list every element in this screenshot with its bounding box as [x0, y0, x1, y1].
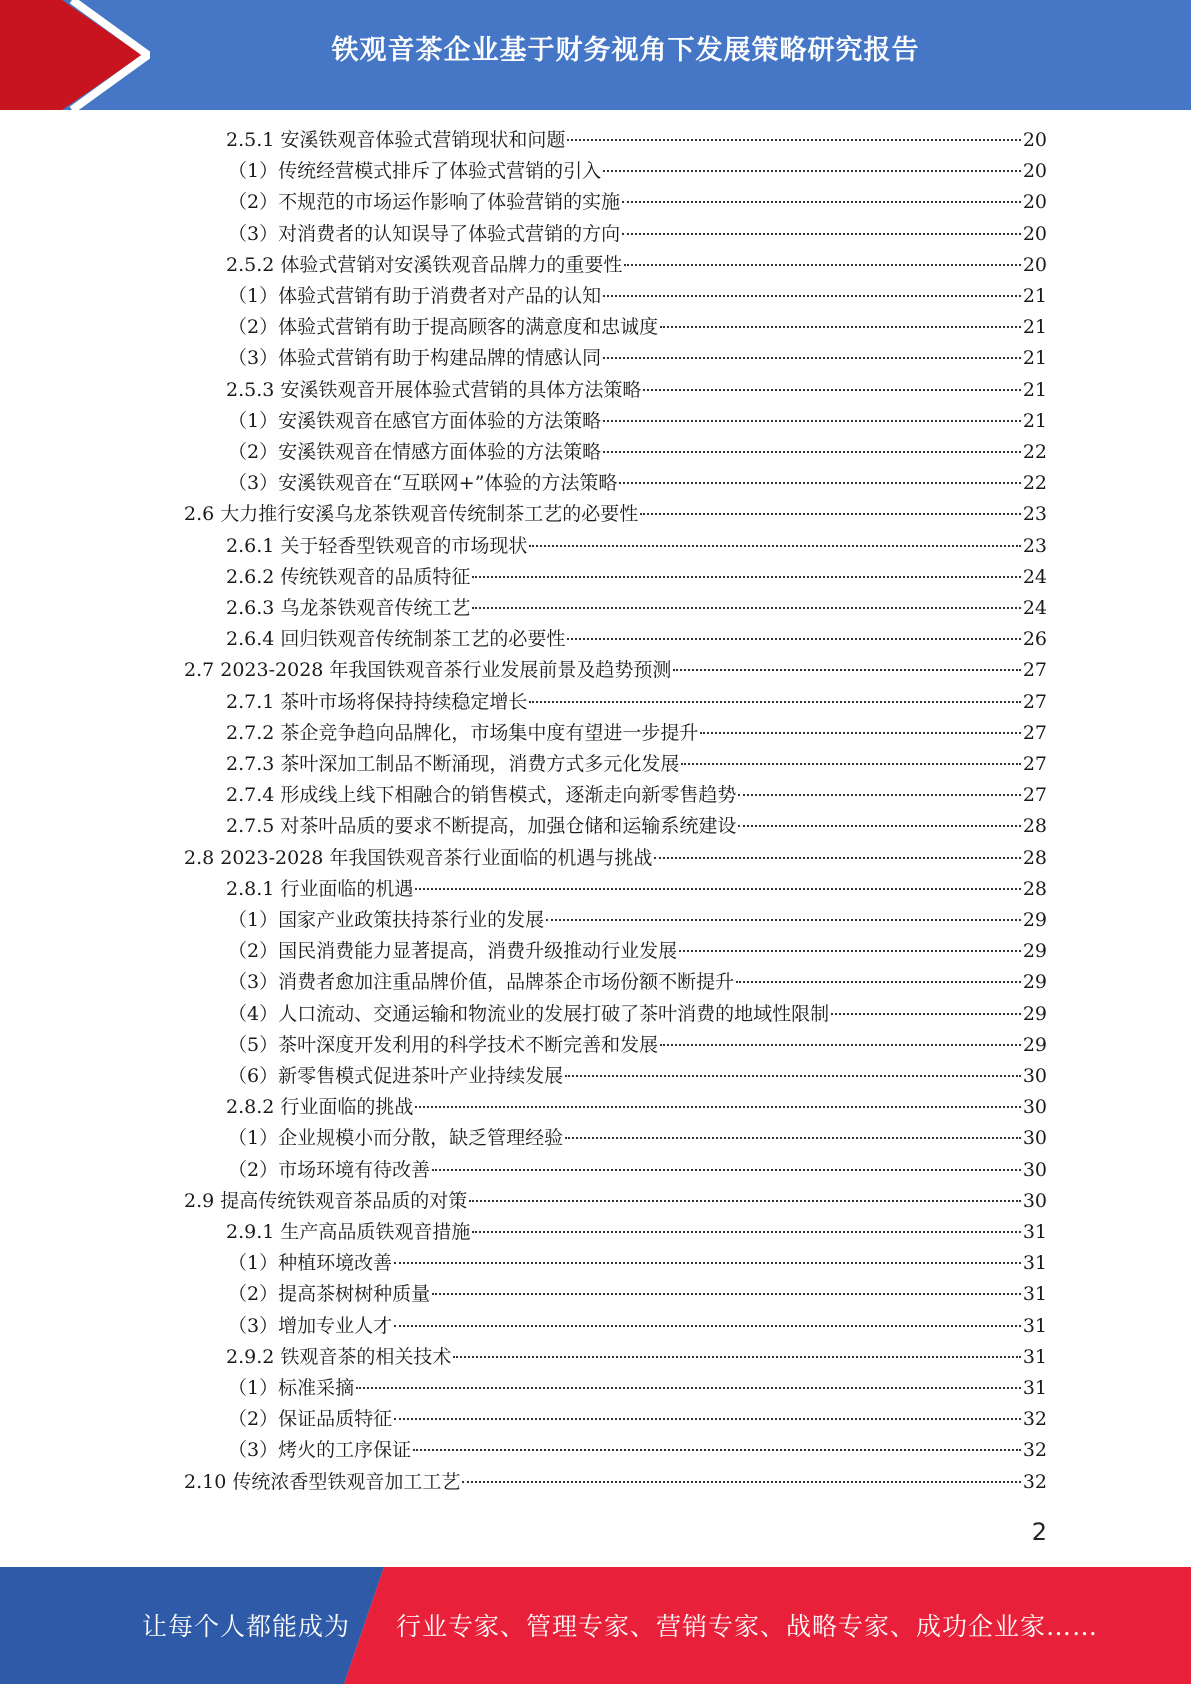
toc-entry[interactable] — [184, 1467, 1047, 1498]
toc-entry-page: 27 — [1022, 721, 1047, 744]
toc-entry-title: （1）体验式营销有助于消费者对产品的认知 — [228, 285, 602, 307]
toc-entry-title: 2.9.1 生产高品质铁观音措施 — [226, 1221, 471, 1243]
toc-entry-title: 2.6.2 传统铁观音的品质特征 — [226, 565, 471, 588]
toc-leader-dots — [619, 481, 1020, 484]
toc-leader-dots — [453, 1355, 1020, 1358]
toc-entry-title: 2.7.5 对茶叶品质的要求不断提高，加强仓储和运输系统建设 — [226, 815, 737, 838]
toc-leader-dots — [432, 1168, 1021, 1171]
toc-entry-page: 22 — [1022, 441, 1047, 463]
toc-entry-page: 32 — [1022, 1470, 1047, 1493]
toc-leader-dots — [831, 1012, 1021, 1015]
toc-entry-title: （3）增加专业人才 — [228, 1314, 393, 1337]
page-number: 2 — [1031, 1518, 1047, 1546]
toc-entry-title: （1）传统经营模式排斥了体验式营销的引入 — [228, 160, 602, 183]
toc-entry-page: 31 — [1022, 1345, 1047, 1368]
toc-entry-page: 28 — [1022, 846, 1047, 869]
toc-leader-dots — [622, 232, 1021, 235]
toc-leader-dots — [738, 793, 1020, 796]
toc-entry-title: 2.8 2023-2028 年我国铁观音茶行业面临的机遇与挑战 — [184, 846, 653, 869]
toc-entry[interactable] — [226, 718, 1047, 749]
toc-leader-dots — [546, 918, 1021, 921]
toc-entry-title: 2.7.1 茶叶市场将保持持续稳定增长 — [226, 690, 528, 713]
toc-entry[interactable] — [228, 1030, 1047, 1061]
toc-leader-dots — [640, 512, 1021, 515]
toc-entry-title: 2.6.4 回归铁观音传统制茶工艺的必要性 — [226, 628, 566, 651]
toc-entry-page: 32 — [1022, 1408, 1047, 1431]
toc-entry-page: 21 — [1022, 316, 1047, 339]
toc-leader-dots — [603, 169, 1021, 172]
toc-entry-title: 2.8.1 行业面临的机遇 — [226, 877, 414, 900]
toc-entry[interactable] — [228, 999, 1047, 1030]
toc-entry[interactable] — [226, 687, 1047, 718]
toc-entry-title: （2）提高茶树树种质量 — [228, 1283, 431, 1306]
toc-entry[interactable] — [228, 343, 1047, 374]
toc-entry-title: 2.6.1 关于轻香型铁观音的市场现状 — [226, 534, 528, 557]
toc-entry-title: 2.9.2 铁观音茶的相关技术 — [226, 1345, 452, 1368]
toc-entry[interactable] — [226, 531, 1047, 562]
toc-entry[interactable] — [228, 905, 1047, 936]
toc-entry-page: 23 — [1022, 534, 1047, 557]
toc-entry-title: （1）国家产业政策扶持茶行业的发展 — [228, 909, 545, 931]
toc-leader-dots — [415, 1105, 1020, 1108]
toc-entry[interactable] — [228, 1061, 1047, 1092]
toc-entry[interactable] — [184, 843, 1047, 874]
toc-entry-title: 2.6 大力推行安溪乌龙茶铁观音传统制茶工艺的必要性 — [184, 503, 639, 526]
toc-leader-dots — [673, 668, 1020, 671]
toc-leader-dots — [603, 419, 1021, 422]
page-title: 铁观音茶企业基于财务视角下发展策略研究报告 — [331, 35, 920, 66]
toc-entry-page: 20 — [1022, 160, 1047, 183]
toc-leader-dots — [660, 1043, 1021, 1046]
toc-entry-title: （4）人口流动、交通运输和物流业的发展打破了茶叶消费的地域性限制 — [228, 1002, 830, 1025]
toc-leader-dots — [469, 1199, 1021, 1202]
toc-entry[interactable] — [228, 437, 1047, 468]
toc-entry-page: 31 — [1022, 1283, 1047, 1306]
toc-leader-dots — [356, 1386, 1021, 1389]
toc-entry[interactable] — [228, 1123, 1047, 1154]
toc-entry[interactable] — [228, 1279, 1047, 1310]
toc-entry-title: （1）种植环境改善 — [228, 1252, 393, 1275]
toc-entry-title: 2.6.3 乌龙茶铁观音传统工艺 — [226, 597, 471, 619]
toc-entry-title: （3）体验式营销有助于构建品牌的情感认同 — [228, 347, 602, 370]
toc-entry-page: 20 — [1022, 191, 1047, 214]
toc-entry-page: 20 — [1022, 129, 1047, 151]
toc-entry-title: 2.5.1 安溪铁观音体验式营销现状和问题 — [226, 129, 566, 151]
toc-entry-page: 29 — [1022, 971, 1047, 994]
toc-entry-page: 28 — [1022, 877, 1047, 900]
toc-entry-page: 24 — [1022, 565, 1047, 588]
toc-leader-dots — [432, 1292, 1021, 1295]
toc-entry-title: 2.7 2023-2028 年我国铁观音茶行业发展前景及趋势预测 — [184, 659, 672, 682]
toc-entry-page: 21 — [1022, 409, 1047, 432]
toc-entry[interactable] — [226, 593, 1047, 624]
toc-leader-dots — [738, 824, 1020, 827]
toc-entry-page: 29 — [1022, 1002, 1047, 1025]
toc-entry-title: （2）安溪铁观音在情感方面体验的方法策略 — [228, 441, 602, 463]
toc-entry[interactable] — [228, 936, 1047, 967]
toc-leader-dots — [394, 1417, 1021, 1420]
toc-entry[interactable] — [226, 375, 1047, 406]
toc-entry-title: （2）不规范的市场运作影响了体验营销的实施 — [228, 191, 621, 214]
toc-entry-title: （1）安溪铁观音在感官方面体验的方法策略 — [228, 409, 602, 432]
toc-leader-dots — [472, 575, 1020, 578]
toc-leader-dots — [736, 980, 1021, 983]
toc-entry[interactable] — [226, 811, 1047, 842]
toc-entry-page: 27 — [1022, 659, 1047, 682]
toc-entry[interactable] — [228, 406, 1047, 437]
toc-entry-title: （3）安溪铁观音在“互联网+”体验的方法策略 — [228, 472, 618, 495]
toc-entry-page: 20 — [1022, 222, 1047, 245]
toc-leader-dots — [660, 325, 1021, 328]
toc-entry-page: 31 — [1022, 1221, 1047, 1243]
toc-entry-page: 30 — [1022, 1158, 1047, 1181]
toc-entry-page: 22 — [1022, 472, 1047, 495]
toc-entry-title: （3）烤火的工序保证 — [228, 1439, 412, 1462]
toc-leader-dots — [622, 200, 1021, 203]
toc-entry[interactable] — [228, 1435, 1047, 1466]
toc-leader-dots — [603, 356, 1021, 359]
toc-entry[interactable] — [228, 1311, 1047, 1342]
toc-leader-dots — [413, 1448, 1021, 1451]
toc-entry-page: 27 — [1022, 690, 1047, 713]
toc-entry-page: 28 — [1022, 815, 1047, 838]
toc-leader-dots — [565, 1074, 1021, 1077]
toc-entry-title: （6）新零售模式促进茶叶产业持续发展 — [228, 1065, 564, 1087]
toc-entry-title: 2.7.3 茶叶深加工制品不断涌现，消费方式多元化发展 — [226, 753, 680, 775]
toc-entry-title: 2.7.4 形成线上线下相融合的销售模式，逐渐走向新零售趋势 — [226, 784, 737, 807]
toc-entry-title: （1）标准采摘 — [228, 1377, 355, 1399]
toc-entry-page: 20 — [1022, 253, 1047, 276]
toc-entry[interactable] — [228, 1373, 1047, 1404]
toc-entry[interactable] — [228, 156, 1047, 187]
toc-leader-dots — [643, 388, 1020, 391]
toc-entry[interactable] — [228, 1248, 1047, 1279]
toc-entry-title: 2.5.3 安溪铁观音开展体验式营销的具体方法策略 — [226, 378, 642, 401]
toc-entry-title: （3）对消费者的认知误导了体验式营销的方向 — [228, 222, 621, 245]
toc-leader-dots — [472, 606, 1020, 609]
toc-leader-dots — [529, 700, 1020, 703]
toc-entry[interactable] — [184, 655, 1047, 686]
toc-entry-title: 2.8.2 行业面临的挑战 — [226, 1096, 414, 1119]
toc-leader-dots — [415, 887, 1020, 890]
toc-entry-page: 31 — [1022, 1252, 1047, 1275]
toc-entry-page: 31 — [1022, 1314, 1047, 1337]
toc-entry[interactable] — [184, 1186, 1047, 1217]
toc-entry-page: 21 — [1022, 285, 1047, 307]
toc-leader-dots — [394, 1324, 1021, 1327]
toc-entry[interactable] — [226, 1342, 1047, 1373]
toc-entry-title: （2）体验式营销有助于提高顾客的满意度和忠诚度 — [228, 316, 659, 339]
toc-entry[interactable] — [228, 312, 1047, 343]
toc-entry-title: 2.7.2 茶企竞争趋向品牌化，市场集中度有望进一步提升 — [226, 721, 699, 744]
toc-entry-page: 27 — [1022, 784, 1047, 807]
toc-entry[interactable] — [226, 749, 1047, 780]
toc-entry-page: 21 — [1022, 347, 1047, 370]
toc-leader-dots — [624, 263, 1020, 266]
toc-leader-dots — [567, 637, 1020, 640]
toc-entry-page: 27 — [1022, 753, 1047, 775]
toc-entry[interactable] — [226, 624, 1047, 655]
toc-entry-page: 29 — [1022, 909, 1047, 931]
toc-entry-page: 30 — [1022, 1065, 1047, 1087]
toc-entry-title: 2.9 提高传统铁观音茶品质的对策 — [184, 1189, 468, 1212]
toc-entry-page: 30 — [1022, 1096, 1047, 1119]
toc-entry[interactable] — [228, 187, 1047, 218]
toc-entry-page: 31 — [1022, 1377, 1047, 1399]
footer-slogan-left: 让每个人都能成为 — [142, 1612, 351, 1641]
toc-entry[interactable] — [226, 874, 1047, 905]
toc-entry-page: 30 — [1022, 1127, 1047, 1150]
toc-entry[interactable] — [228, 967, 1047, 998]
toc-entry[interactable] — [228, 1155, 1047, 1186]
toc-entry-page: 32 — [1022, 1439, 1047, 1462]
toc-entry-title: （1）企业规模小而分散，缺乏管理经验 — [228, 1127, 564, 1150]
toc-leader-dots — [472, 1230, 1020, 1233]
toc-leader-dots — [679, 949, 1021, 952]
toc-entry[interactable] — [226, 1217, 1047, 1248]
toc-entry-page: 24 — [1022, 597, 1047, 619]
toc-entry-title: 2.10 传统浓香型铁观音加工工艺 — [184, 1470, 461, 1493]
toc-leader-dots — [603, 450, 1021, 453]
page-header — [0, 0, 1191, 110]
toc-leader-dots — [654, 856, 1020, 859]
toc-entry[interactable] — [228, 1404, 1047, 1435]
toc-entry-page: 29 — [1022, 940, 1047, 963]
toc-entry[interactable] — [226, 780, 1047, 811]
toc-entry[interactable] — [226, 1092, 1047, 1123]
toc-leader-dots — [529, 544, 1020, 547]
toc-entry[interactable] — [228, 219, 1047, 250]
toc-entry[interactable] — [226, 125, 1047, 156]
toc-leader-dots — [394, 1261, 1021, 1264]
toc-leader-dots — [462, 1480, 1020, 1483]
toc-leader-dots — [567, 138, 1020, 141]
toc-entry-page: 29 — [1022, 1033, 1047, 1056]
toc-entry-title: （2）市场环境有待改善 — [228, 1158, 431, 1181]
toc-entry-page: 30 — [1022, 1189, 1047, 1212]
toc-leader-dots — [565, 1136, 1021, 1139]
toc-entry[interactable] — [226, 562, 1047, 593]
toc-entry-title: （2）保证品质特征 — [228, 1408, 393, 1431]
toc-entry-title: 2.5.2 体验式营销对安溪铁观音品牌力的重要性 — [226, 253, 623, 276]
toc-entry-title: （2）国民消费能力显著提高，消费升级推动行业发展 — [228, 940, 678, 963]
toc-entry-title: （5）茶叶深度开发利用的科学技术不断完善和发展 — [228, 1033, 659, 1056]
toc-entry[interactable] — [184, 499, 1047, 530]
toc-entry[interactable] — [228, 468, 1047, 499]
toc-entry-title: （3）消费者愈加注重品牌价值，品牌茶企市场份额不断提升 — [228, 971, 735, 994]
toc-entry[interactable] — [226, 250, 1047, 281]
toc-leader-dots — [700, 731, 1020, 734]
toc-entry[interactable] — [228, 281, 1047, 312]
toc-leader-dots — [603, 294, 1021, 297]
toc-leader-dots — [681, 762, 1020, 765]
footer-slogan-right: 行业专家、管理专家、营销专家、战略专家、成功企业家…… — [396, 1612, 1099, 1641]
toc-entry-page: 21 — [1022, 378, 1047, 401]
toc-entry-page: 26 — [1022, 628, 1047, 651]
toc-entry-page: 23 — [1022, 503, 1047, 526]
page-footer — [0, 1567, 1191, 1684]
